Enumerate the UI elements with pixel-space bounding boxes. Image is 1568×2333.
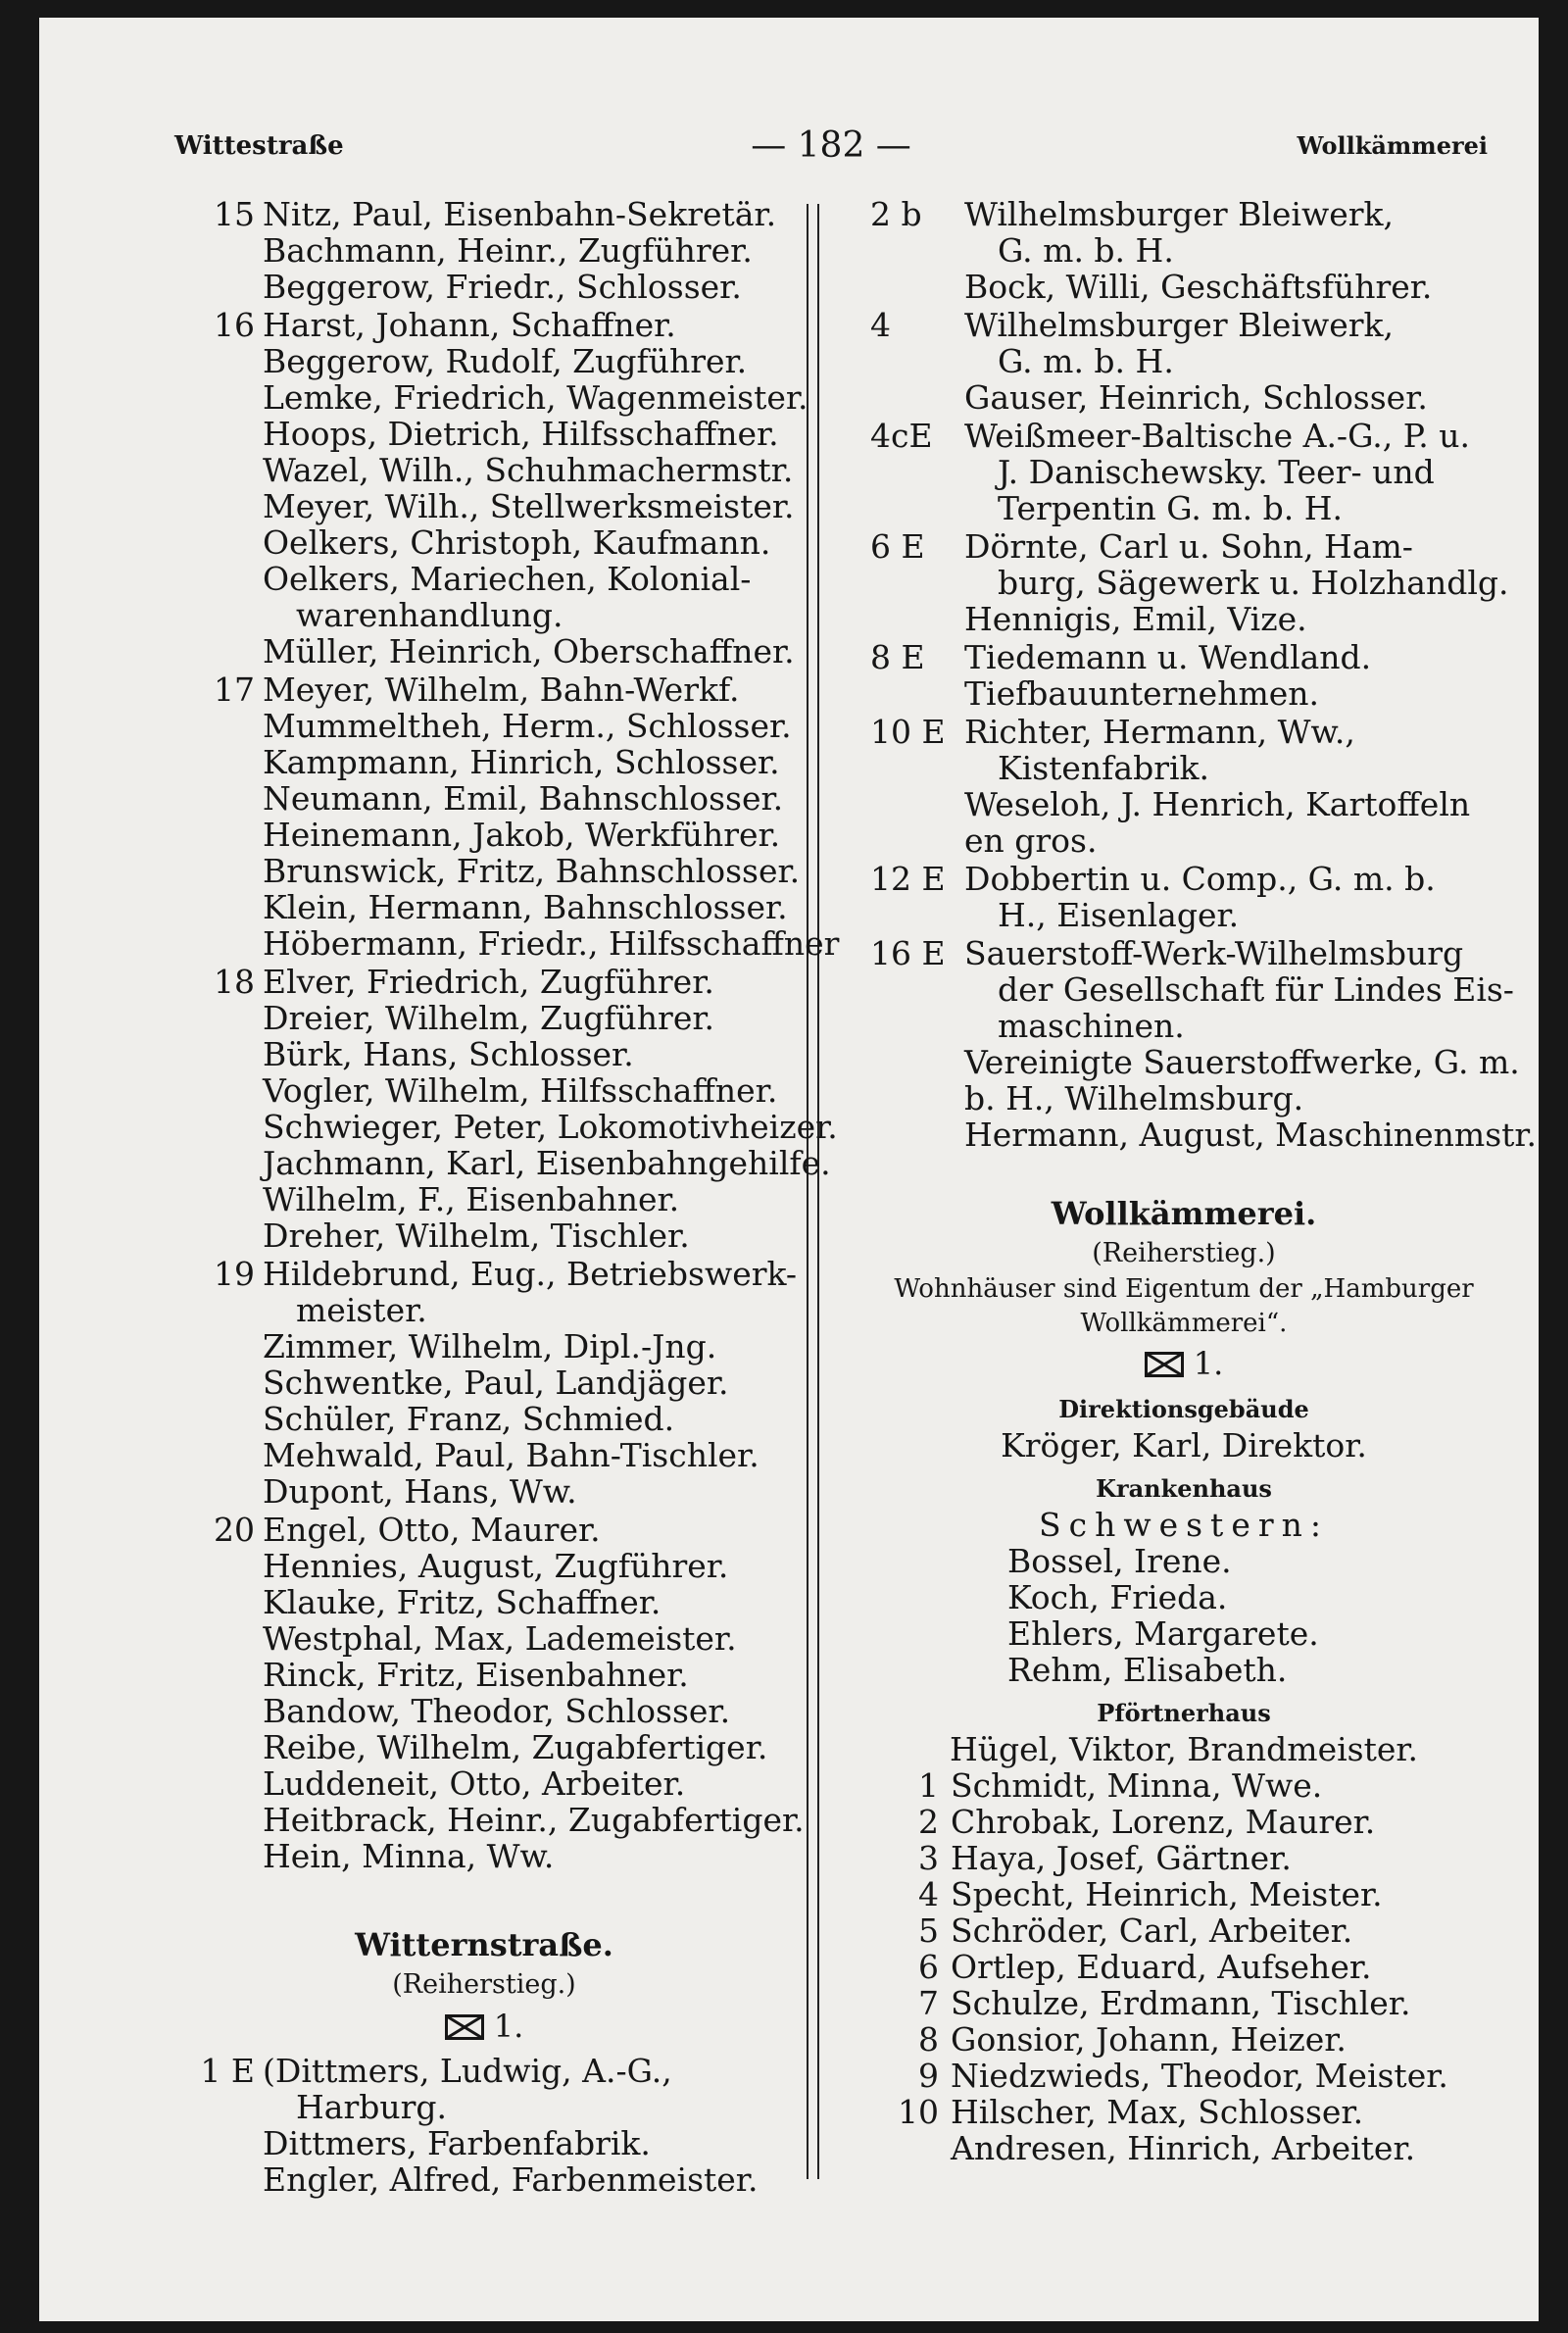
address-entry bbox=[174, 306, 808, 670]
resident-line: Schüler, Franz, Schmied. bbox=[263, 1400, 675, 1438]
numbered-entry bbox=[870, 1876, 1497, 1912]
resident-line: Lemke, Friedrich, Wagenmeister. bbox=[263, 378, 808, 417]
resident-line: Brunswick, Fritz, Bahnschlosser. bbox=[263, 852, 801, 890]
section-note-line-1: Wohnhäuser sind Eigentum der „Hamburger bbox=[894, 1274, 1474, 1304]
numbered-entry bbox=[870, 2094, 1497, 2130]
krankenhaus-heading: Krankenhaus bbox=[1096, 1474, 1272, 1503]
resident-line: Beggerow, Rudolf, Zugführer. bbox=[263, 342, 748, 380]
house-number: 9 bbox=[918, 2057, 939, 2095]
resident-line: Kampmann, Hinrich, Schlosser. bbox=[263, 743, 780, 781]
resident-line: Neumann, Emil, Bahnschlosser. bbox=[263, 779, 784, 818]
house-number: 16 bbox=[214, 306, 255, 344]
resident-line: Weißmeer-Baltische A.-G., P. u. bbox=[964, 417, 1470, 455]
resident-line: Niedzwieds, Theodor, Meister. bbox=[951, 2057, 1448, 2095]
resident-line: Rinck, Fritz, Eisenbahner. bbox=[263, 1656, 689, 1694]
house-number: 20 bbox=[214, 1511, 255, 1549]
resident-line: Mummeltheh, Herm., Schlosser. bbox=[263, 707, 792, 745]
resident-line: Andresen, Hinrich, Arbeiter. bbox=[951, 2129, 1416, 2167]
resident-line: Meyer, Wilhelm, Bahn-Werkf. bbox=[263, 670, 740, 709]
schwester-name: Koch, Frieda. bbox=[1007, 1578, 1228, 1616]
resident-line: Oelkers, Mariechen, Kolonial- bbox=[263, 560, 752, 598]
resident-line: Engler, Alfred, Farbenmeister. bbox=[263, 2160, 759, 2199]
direktion-heading: Direktionsgebäude bbox=[1058, 1395, 1309, 1423]
schwester-name: Rehm, Elisabeth. bbox=[1007, 1651, 1288, 1689]
resident-line: Hein, Minna, Ww. bbox=[263, 1837, 555, 1875]
column-divider bbox=[807, 204, 819, 2179]
resident-line: Hennigis, Emil, Vize. bbox=[964, 600, 1307, 638]
resident-line: Wilhelmsburger Bleiwerk, bbox=[964, 306, 1395, 344]
resident-line: Jachmann, Karl, Eisenbahngehilfe. bbox=[263, 1144, 831, 1182]
resident-line: Schulze, Erdmann, Tischler. bbox=[951, 1984, 1411, 2022]
numbered-entry bbox=[870, 2130, 1497, 2166]
address-entry bbox=[174, 1511, 805, 1875]
schwestern-label: Schwestern: bbox=[1039, 1506, 1329, 1544]
section-title: Witternstraße. bbox=[355, 1926, 613, 1963]
resident-line: burg, Sägewerk u. Holzhandlg. bbox=[998, 564, 1509, 602]
resident-line: Elver, Friedrich, Zugführer. bbox=[263, 963, 714, 1001]
resident-line: G. m. b. H. bbox=[998, 342, 1174, 380]
resident-line: Bürk, Hans, Schlosser. bbox=[263, 1035, 634, 1073]
house-number: 4cE bbox=[870, 417, 933, 455]
numbered-residents bbox=[870, 1767, 1497, 2166]
resident-line: Hoops, Dietrich, Hilfsschaffner. bbox=[263, 415, 779, 453]
schwester-name: Ehlers, Margarete. bbox=[1007, 1614, 1319, 1653]
resident-line: Oelkers, Christoph, Kaufmann. bbox=[263, 523, 771, 562]
address-entry bbox=[870, 196, 1497, 305]
resident-line: Harburg. bbox=[296, 2088, 447, 2126]
resident-line: Höbermann, Friedr., Hilfsschaffner bbox=[263, 924, 840, 963]
resident-line: Nitz, Paul, Eisenbahn-Sekretär. bbox=[263, 195, 777, 233]
wollkaemmerei-section bbox=[870, 1192, 1497, 1384]
right-column bbox=[870, 194, 1538, 2167]
resident-line: Dobbertin u. Comp., G. m. b. bbox=[964, 860, 1436, 898]
address-entry bbox=[870, 714, 1497, 859]
resident-line: Terpentin G. m. b. H. bbox=[998, 489, 1344, 527]
witternstrasse-section bbox=[174, 1923, 794, 2047]
house-number: 6 bbox=[918, 1948, 939, 1986]
resident-line: Hildebrund, Eug., Betriebswerk- bbox=[263, 1255, 798, 1293]
address-entry bbox=[174, 2053, 794, 2198]
resident-line: Hilscher, Max, Schlosser. bbox=[951, 2093, 1364, 2131]
pfoertnerhaus-name: Hügel, Viktor, Brandmeister. bbox=[949, 1730, 1419, 1768]
resident-line: G. m. b. H. bbox=[998, 231, 1174, 270]
resident-line: Gauser, Heinrich, Schlosser. bbox=[964, 378, 1428, 417]
address-entry bbox=[870, 639, 1497, 712]
running-head-right: Wollkämmerei bbox=[1297, 131, 1488, 160]
resident-line: Heitbrack, Heinr., Zugabfertiger. bbox=[263, 1801, 805, 1839]
address-entry bbox=[870, 527, 1509, 638]
direktion-name: Kröger, Karl, Direktor. bbox=[1001, 1426, 1367, 1464]
numbered-entry bbox=[870, 1985, 1497, 2021]
numbered-entry bbox=[870, 2021, 1497, 2058]
resident-line: Harst, Johann, Schaffner. bbox=[263, 306, 676, 344]
house-number: 1 bbox=[918, 1766, 939, 1805]
address-entry bbox=[174, 963, 838, 1255]
resident-line: Tiefbauunternehmen. bbox=[964, 674, 1320, 713]
section-note-line-2: Wollkämmerei“. bbox=[1080, 1309, 1288, 1338]
section-subtitle: (Reiherstieg.) bbox=[1092, 1238, 1276, 1268]
address-entry bbox=[870, 934, 1538, 1154]
resident-line: Dreier, Wilhelm, Zugführer. bbox=[263, 999, 715, 1037]
resident-line: maschinen. bbox=[998, 1007, 1185, 1045]
resident-line: Meyer, Wilh., Stellwerksmeister. bbox=[263, 487, 795, 525]
witternstrasse-entries bbox=[174, 2053, 794, 2198]
resident-line: Wilhelm, F., Eisenbahner. bbox=[263, 1180, 680, 1218]
resident-line: Dittmers, Farbenfabrik. bbox=[263, 2124, 651, 2162]
page-number: — 182 — bbox=[751, 125, 911, 166]
house-number: 2 b bbox=[870, 195, 922, 233]
house-number: 2 bbox=[918, 1803, 939, 1841]
resident-line: b. H., Wilhelmsburg. bbox=[964, 1079, 1304, 1117]
resident-line: warenhandlung. bbox=[296, 596, 564, 634]
house-number: 8 bbox=[918, 2020, 939, 2059]
resident-line: Beggerow, Friedr., Schlosser. bbox=[263, 268, 742, 306]
resident-line: en gros. bbox=[964, 821, 1098, 860]
house-number: 18 bbox=[214, 963, 255, 1001]
house-number: 5 bbox=[918, 1911, 939, 1950]
resident-line: Hennies, August, Zugführer. bbox=[263, 1547, 729, 1585]
numbered-entry bbox=[870, 1767, 1497, 1804]
left-entries bbox=[174, 195, 840, 1875]
resident-line: Bandow, Theodor, Schlosser. bbox=[263, 1692, 731, 1730]
resident-line: Wazel, Wilh., Schuhmachermstr. bbox=[263, 451, 794, 489]
address-entry bbox=[174, 670, 840, 963]
resident-line: Luddeneit, Otto, Arbeiter. bbox=[263, 1764, 686, 1803]
schwestern-list bbox=[870, 1543, 1497, 1688]
address-entry bbox=[870, 307, 1497, 416]
resident-line: meister. bbox=[296, 1291, 427, 1329]
house-number: 3 bbox=[918, 1839, 939, 1877]
running-head-left: Wittestraße bbox=[174, 131, 344, 161]
mail-district bbox=[174, 2006, 794, 2047]
resident-line: der Gesellschaft für Lindes Eis- bbox=[998, 970, 1514, 1009]
resident-line: Tiedemann u. Wendland. bbox=[964, 638, 1372, 676]
house-number: 15 bbox=[214, 195, 255, 233]
resident-line: Haya, Josef, Gärtner. bbox=[951, 1839, 1292, 1877]
resident-line: Heinemann, Jakob, Werkführer. bbox=[263, 816, 781, 854]
resident-line: Dörnte, Carl u. Sohn, Ham- bbox=[964, 527, 1413, 566]
address-entry bbox=[174, 1255, 798, 1511]
mail-district bbox=[870, 1343, 1497, 1384]
mail-district-number: 1. bbox=[493, 2008, 524, 2045]
house-number: 12 E bbox=[870, 860, 946, 898]
resident-line: Chrobak, Lorenz, Maurer. bbox=[951, 1803, 1376, 1841]
resident-line: Mehwald, Paul, Bahn-Tischler. bbox=[263, 1436, 760, 1474]
resident-line: Reibe, Wilhelm, Zugabfertiger. bbox=[263, 1728, 768, 1766]
resident-line: J. Danischewsky. Teer- und bbox=[998, 453, 1435, 491]
resident-line: Schmidt, Minna, Wwe. bbox=[951, 1766, 1323, 1805]
resident-line: Gonsior, Johann, Heizer. bbox=[951, 2020, 1347, 2059]
resident-line: Engel, Otto, Maurer. bbox=[263, 1511, 601, 1549]
left-column bbox=[174, 194, 840, 2199]
house-number: 1 E bbox=[200, 2052, 255, 2090]
directory-page bbox=[39, 18, 1539, 2321]
resident-line: Bachmann, Heinr., Zugführer. bbox=[263, 231, 753, 270]
resident-line: Vereinigte Sauerstoffwerke, G. m. bbox=[964, 1043, 1520, 1081]
resident-line: Hermann, August, Maschinenmstr. bbox=[964, 1116, 1538, 1154]
resident-line: Schwentke, Paul, Landjäger. bbox=[263, 1364, 729, 1402]
resident-line: (Dittmers, Ludwig, A.-G., bbox=[263, 2052, 672, 2090]
resident-line: Zimmer, Wilhelm, Dipl.-Jng. bbox=[263, 1327, 717, 1365]
numbered-entry bbox=[870, 1804, 1497, 1840]
house-number: 10 E bbox=[870, 713, 946, 751]
house-number: 4 bbox=[918, 1875, 939, 1913]
envelope-icon bbox=[445, 2014, 484, 2040]
house-number: 17 bbox=[214, 670, 255, 709]
mail-district-number: 1. bbox=[1193, 1345, 1224, 1382]
resident-line: Dupont, Hans, Ww. bbox=[263, 1472, 577, 1511]
house-number: 7 bbox=[918, 1984, 939, 2022]
numbered-entry bbox=[870, 1912, 1497, 1949]
house-number: 6 E bbox=[870, 527, 925, 566]
numbered-entry bbox=[870, 1949, 1497, 1985]
numbered-entry bbox=[870, 2058, 1497, 2094]
resident-line: Westphal, Max, Lademeister. bbox=[263, 1619, 737, 1658]
resident-line: Weseloh, J. Henrich, Kartoffeln bbox=[964, 785, 1471, 823]
address-entry bbox=[870, 418, 1497, 526]
resident-line: Ortlep, Eduard, Aufseher. bbox=[951, 1948, 1372, 1986]
page-header bbox=[174, 125, 1488, 182]
section-title: Wollkämmerei. bbox=[1051, 1195, 1317, 1232]
resident-line: Schröder, Carl, Arbeiter. bbox=[951, 1911, 1353, 1950]
resident-line: Kistenfabrik. bbox=[998, 749, 1210, 787]
resident-line: Müller, Heinrich, Oberschaffner. bbox=[263, 632, 795, 670]
address-entry bbox=[174, 196, 794, 305]
right-entries bbox=[870, 195, 1538, 1154]
house-number: 4 bbox=[870, 306, 891, 344]
resident-line: Schwieger, Peter, Lokomotivheizer. bbox=[263, 1108, 838, 1146]
house-number: 16 E bbox=[870, 934, 946, 972]
resident-line: Vogler, Wilhelm, Hilfsschaffner. bbox=[263, 1071, 778, 1110]
resident-line: Klein, Hermann, Bahnschlosser. bbox=[263, 888, 788, 926]
envelope-icon bbox=[1145, 1352, 1184, 1377]
house-number: 8 E bbox=[870, 638, 925, 676]
house-number: 19 bbox=[214, 1255, 255, 1293]
schwester-name: Bossel, Irene. bbox=[1007, 1542, 1232, 1580]
address-entry bbox=[870, 861, 1497, 933]
resident-line: Specht, Heinrich, Meister. bbox=[951, 1875, 1383, 1913]
resident-line: Sauerstoff-Werk-Wilhelmsburg bbox=[964, 934, 1464, 972]
resident-line: Dreher, Wilhelm, Tischler. bbox=[263, 1216, 690, 1255]
resident-line: Wilhelmsburger Bleiwerk, bbox=[964, 195, 1395, 233]
resident-line: H., Eisenlager. bbox=[998, 896, 1240, 934]
section-subtitle: (Reiherstieg.) bbox=[392, 1969, 576, 2000]
house-number: 10 bbox=[898, 2093, 939, 2131]
numbered-entry bbox=[870, 1840, 1497, 1876]
pfoertnerhaus-heading: Pförtnerhaus bbox=[1097, 1699, 1271, 1727]
resident-line: Richter, Hermann, Ww., bbox=[964, 713, 1355, 751]
resident-line: Klauke, Fritz, Schaffner. bbox=[263, 1583, 662, 1621]
resident-line: Bock, Willi, Geschäftsführer. bbox=[964, 268, 1433, 306]
